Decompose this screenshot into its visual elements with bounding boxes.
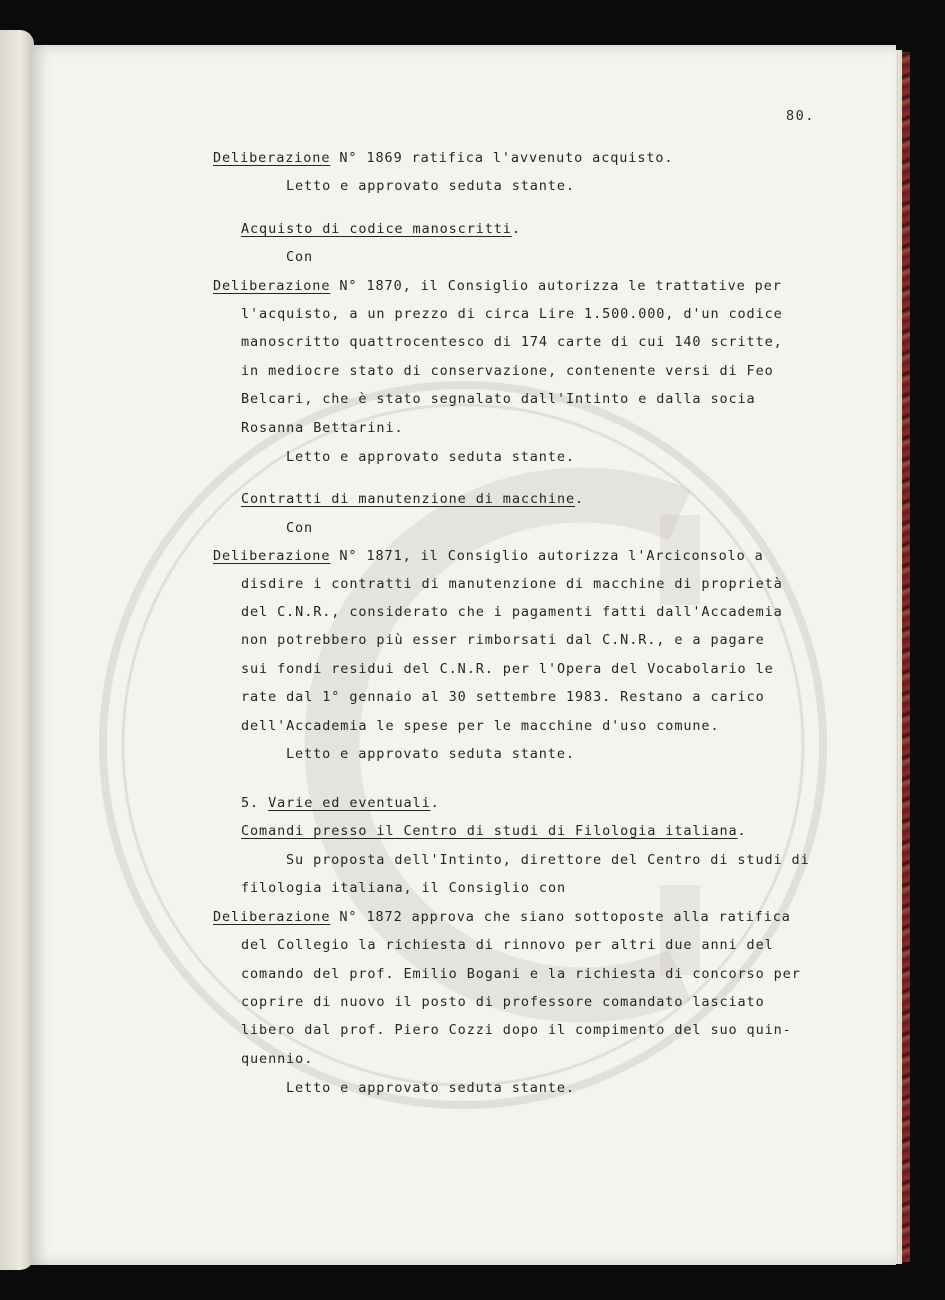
text-segment: N° 1872 approva che siano sottoposte alla ratifica bbox=[330, 909, 791, 925]
heading-period: . bbox=[575, 491, 585, 507]
deliberation-label: Deliberazione bbox=[213, 150, 331, 166]
facing-page-edge bbox=[0, 30, 34, 1270]
text-line bbox=[213, 278, 782, 294]
section-heading bbox=[241, 491, 584, 507]
text-line: Con bbox=[286, 520, 314, 536]
text-line: comando del prof. Emilio Bogani e la richiesta di concorso per bbox=[241, 966, 801, 982]
text-line: libero dal prof. Piero Cozzi dopo il compimento del suo quin- bbox=[241, 1022, 792, 1038]
section-heading-text: Varie ed eventuali bbox=[268, 795, 431, 811]
approval-line: Letto e approvato seduta stante. bbox=[286, 178, 575, 194]
deliberation-label: Deliberazione bbox=[213, 909, 331, 925]
text-line: quennio. bbox=[241, 1051, 314, 1067]
section-heading-text: Acquisto di codice manoscritti bbox=[241, 221, 512, 237]
text-segment: N° 1871, il Consiglio autorizza l'Arciconsolo a bbox=[330, 548, 764, 564]
text-line bbox=[213, 909, 791, 925]
section-heading-text: Contratti di manutenzione di macchine bbox=[241, 491, 576, 507]
text-line: l'acquisto, a un prezzo di circa Lire 1.500.000, d'un codice bbox=[241, 306, 783, 322]
text-line: rate dal 1° gennaio al 30 settembre 1983. Restano a carico bbox=[241, 689, 765, 705]
approval-line: Letto e approvato seduta stante. bbox=[286, 746, 575, 762]
section-number: 5. bbox=[241, 795, 269, 811]
section-heading-text: Comandi presso il Centro di studi di Filologia italiana bbox=[241, 823, 738, 839]
section-heading bbox=[241, 795, 440, 811]
text-line: filologia italiana, il Consiglio con bbox=[241, 880, 566, 896]
text-line: Con bbox=[286, 249, 314, 265]
approval-line: Letto e approvato seduta stante. bbox=[286, 1080, 575, 1096]
text-line: non potrebbero più esser rimborsati dal C.N.R., e a pagare bbox=[241, 632, 765, 648]
text-line: disdire i contratti di manutenzione di macchine di proprietà bbox=[241, 576, 783, 592]
text-line: Su proposta dell'Intinto, direttore del Centro di studi di bbox=[286, 852, 810, 868]
section-heading bbox=[241, 823, 747, 839]
text-line: manoscritto quattrocentesco di 174 carte di cui 140 scritte, bbox=[241, 334, 783, 350]
text-segment: N° 1870, il Consiglio autorizza le trattative per bbox=[330, 278, 782, 294]
text-line: in mediocre stato di conservazione, contenente versi di Feo bbox=[241, 363, 774, 379]
text-line bbox=[213, 150, 673, 166]
text-line: Belcari, che è stato segnalato dall'Intinto e dalla socia bbox=[241, 391, 756, 407]
heading-period: . bbox=[737, 823, 747, 839]
text-line: del Collegio la richiesta di rinnovo per altri due anni del bbox=[241, 937, 774, 953]
text-line: del C.N.R., considerato che i pagamenti fatti dall'Accademia bbox=[241, 604, 783, 620]
heading-period: . bbox=[511, 221, 521, 237]
page-number: 80. bbox=[786, 108, 815, 124]
text-line: dell'Accademia le spese per le macchine d'uso comune. bbox=[241, 718, 720, 734]
approval-line: Letto e approvato seduta stante. bbox=[286, 449, 575, 465]
deliberation-label: Deliberazione bbox=[213, 278, 331, 294]
text-segment: N° 1869 ratifica l'avvenuto acquisto. bbox=[330, 150, 674, 166]
deliberation-label: Deliberazione bbox=[213, 548, 331, 564]
text-line bbox=[213, 548, 764, 564]
text-line: coprire di nuovo il posto di professore comandato lasciato bbox=[241, 994, 765, 1010]
heading-period: . bbox=[430, 795, 440, 811]
text-line: Rosanna Bettarini. bbox=[241, 420, 404, 436]
section-heading bbox=[241, 221, 521, 237]
text-line: sui fondi residui del C.N.R. per l'Opera del Vocabolario le bbox=[241, 661, 774, 677]
